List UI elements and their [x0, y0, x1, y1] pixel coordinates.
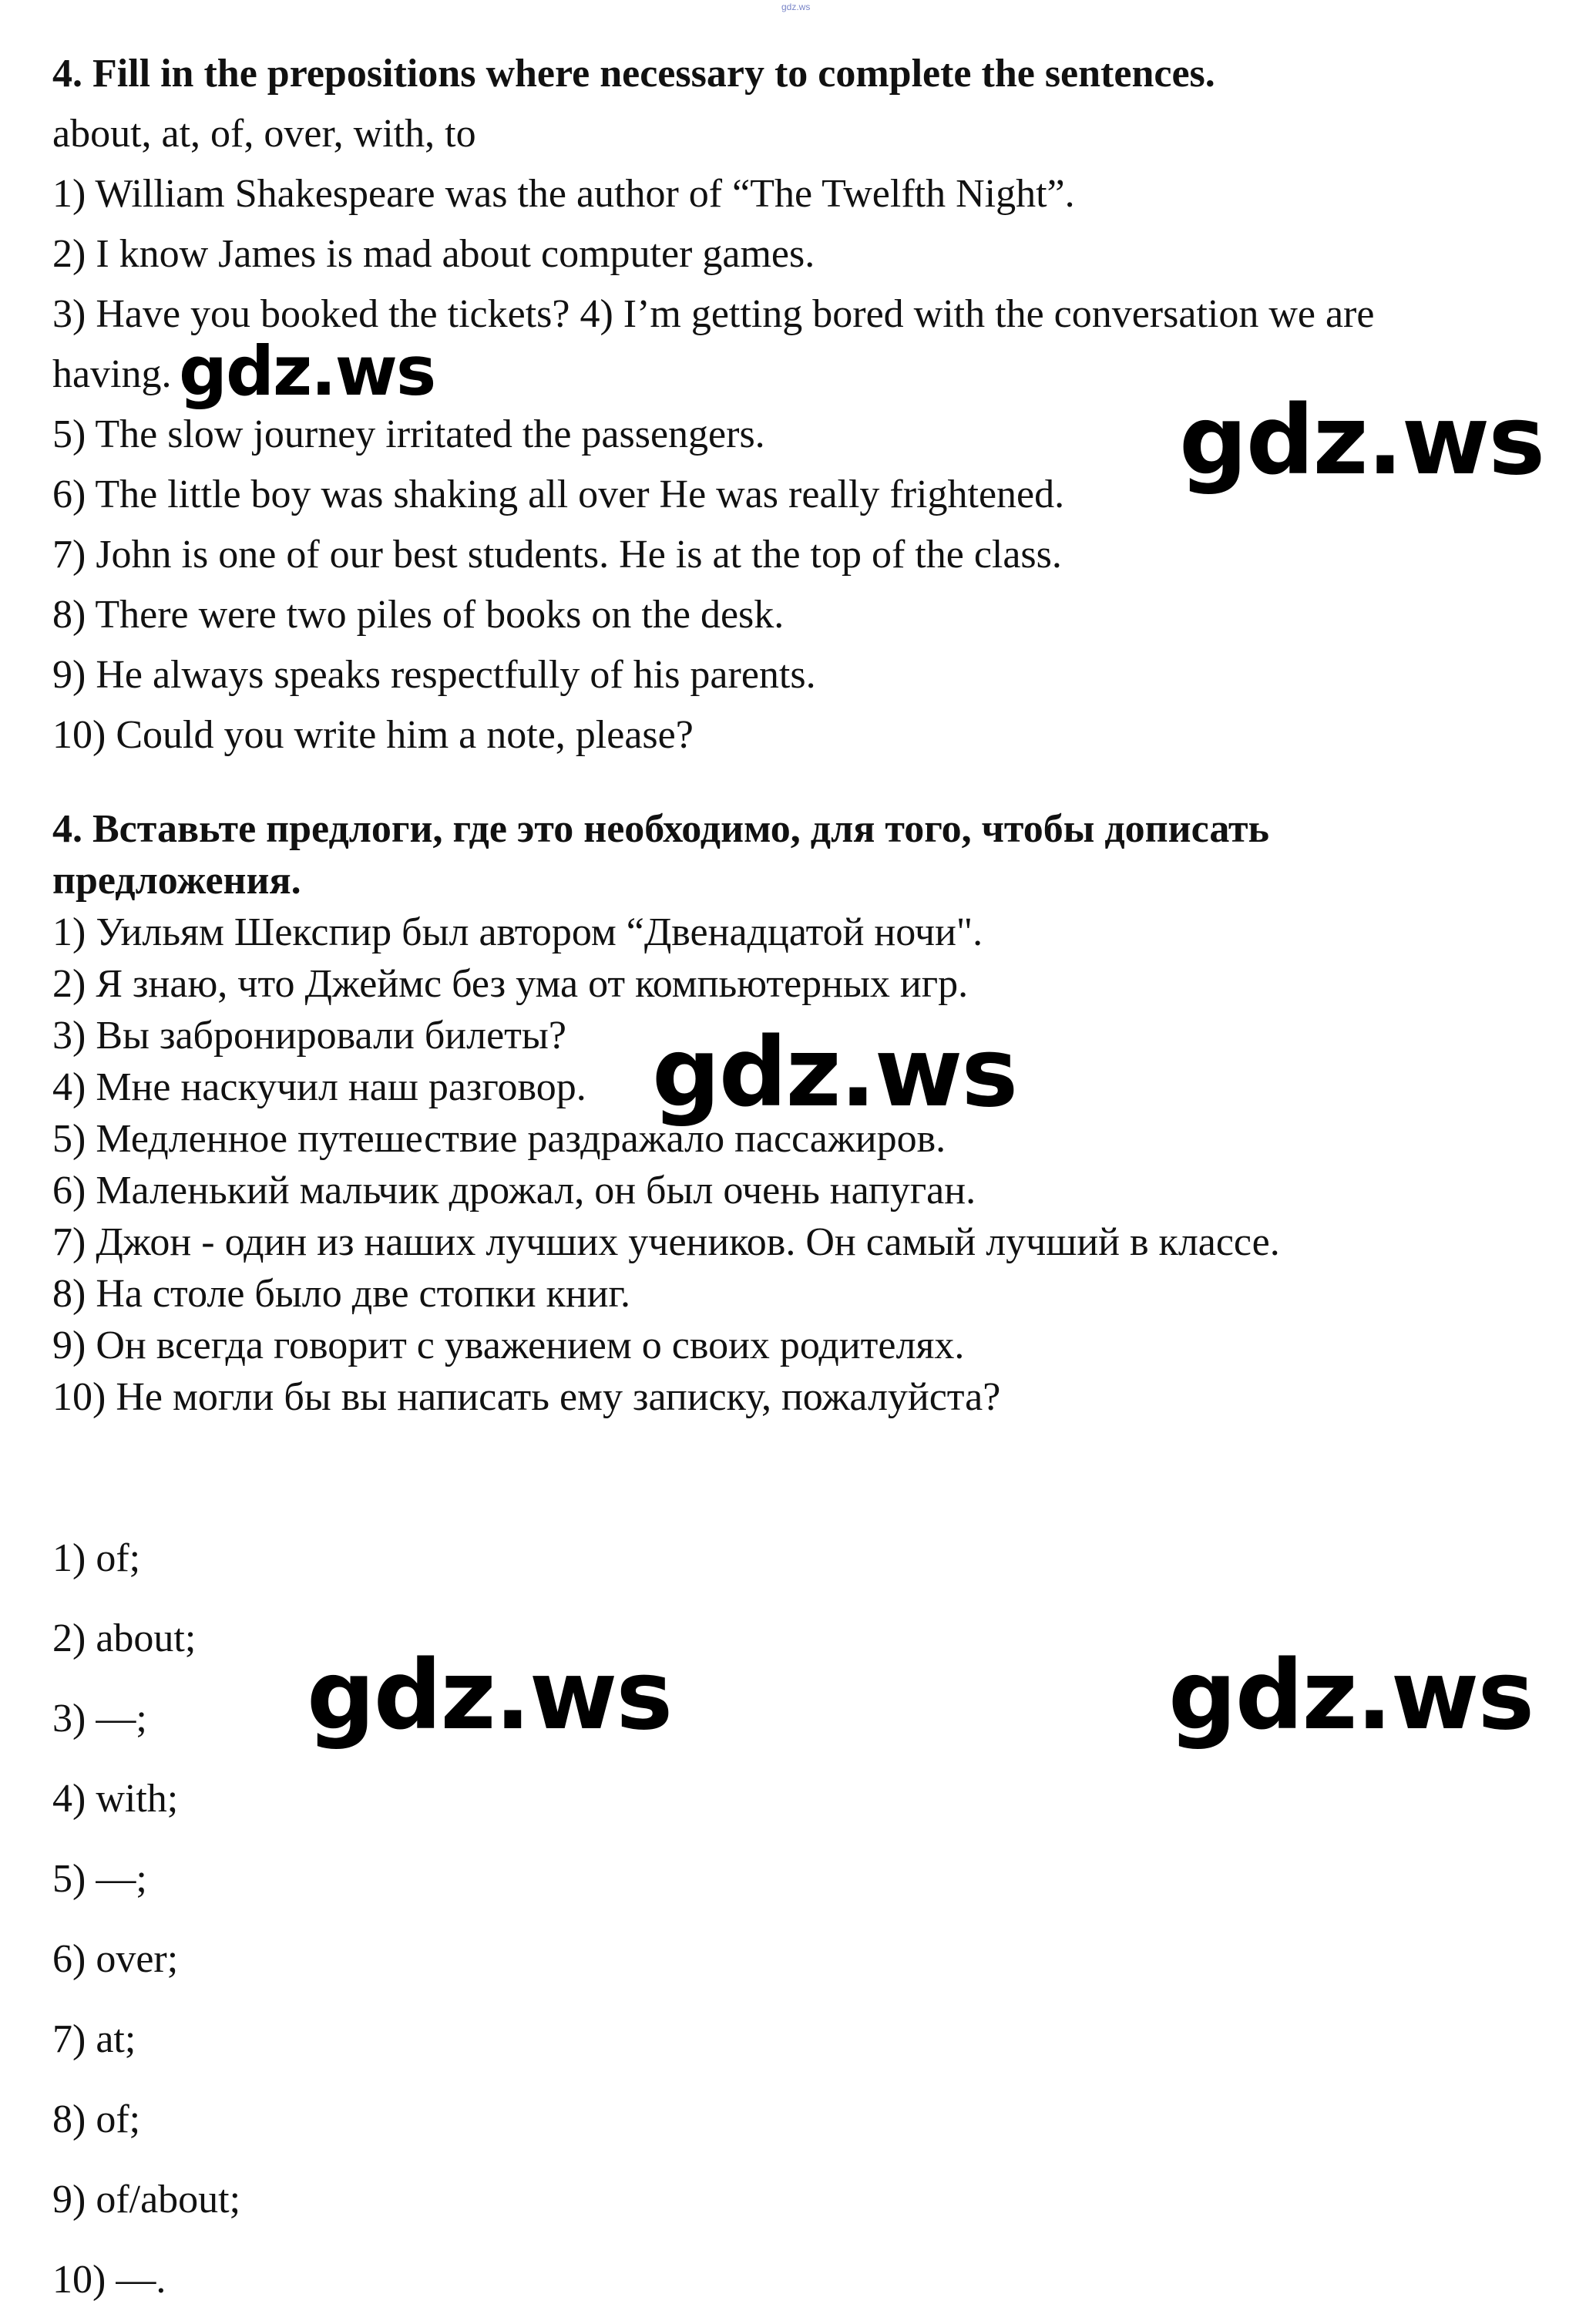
exercise-en-line: having.: [52, 352, 172, 396]
word-bank: about, at, of, over, with, to: [52, 112, 476, 156]
exercise-en-line: 9) He always speaks respectfully of his parents.: [52, 653, 816, 697]
exercise-en-heading: 4. Fill in the prepositions where necessary to complete the sentences.: [52, 52, 1215, 96]
watermark: gdz.ws: [652, 1017, 1017, 1128]
answer-item: 7) at;: [52, 2017, 136, 2061]
exercise-en-line: 10) Could you write him a note, please?: [52, 713, 694, 757]
exercise-en-line: 3) Have you booked the tickets? 4) I’m getting bored with the conversation we are: [52, 292, 1375, 336]
exercise-ru-line: 2) Я знаю, что Джеймс без ума от компьютерных игр.: [52, 962, 969, 1006]
exercise-ru-line: 5) Медленное путешествие раздражало пассажиров.: [52, 1117, 946, 1161]
answer-item: 5) —;: [52, 1857, 147, 1901]
exercise-en-line: 6) The little boy was shaking all over He was really frightened.: [52, 473, 1065, 516]
answer-item: 9) of/about;: [52, 2178, 241, 2222]
answer-item: 3) —;: [52, 1697, 147, 1741]
exercise-ru-line: 8) На столе было две стопки книг.: [52, 1272, 630, 1316]
exercise-ru-line: 7) Джон - один из наших лучших учеников. Он самый лучший в классе.: [52, 1220, 1280, 1264]
answer-item: 6) over;: [52, 1937, 179, 1981]
answer-item: 8) of;: [52, 2097, 141, 2141]
answer-item: 10) —.: [52, 2258, 166, 2302]
exercise-ru-line: 10) Не могли бы вы написать ему записку, пожалуйста?: [52, 1375, 1001, 1419]
exercise-ru-line: 3) Вы забронировали билеты?: [52, 1014, 566, 1058]
exercise-en-line: 7) John is one of our best students. He is at the top of the class.: [52, 533, 1062, 577]
exercise-en-line: 1) William Shakespeare was the author of “The Twelfth Night”.: [52, 172, 1075, 216]
exercise-ru-line: 4) Мне наскучил наш разговор.: [52, 1065, 586, 1109]
watermark: gdz.ws: [307, 1640, 672, 1751]
exercise-ru-heading: 4. Вставьте предлоги, где это необходимо, для того, чтобы дописать: [52, 807, 1270, 851]
exercise-en-line: 2) I know James is mad about computer games.: [52, 232, 815, 276]
exercise-en-line: 5) The slow journey irritated the passengers.: [52, 412, 765, 456]
exercise-ru-line: 6) Маленький мальчик дрожал, он был очень напуган.: [52, 1169, 976, 1213]
exercise-ru-line: 1) Уильям Шекспир был автором “Двенадцатой ночи".: [52, 910, 983, 954]
watermark: gdz.ws: [179, 331, 435, 411]
answer-item: 2) about;: [52, 1616, 197, 1660]
site-mark: gdz.ws: [781, 2, 811, 12]
exercise-ru-heading-cont: предложения.: [52, 859, 301, 903]
exercise-ru-line: 9) Он всегда говорит с уважением о своих родителях.: [52, 1324, 965, 1367]
watermark: gdz.ws: [1179, 385, 1544, 496]
exercise-en-line: 8) There were two piles of books on the desk.: [52, 593, 785, 637]
answer-item: 1) of;: [52, 1536, 141, 1580]
watermark: gdz.ws: [1168, 1640, 1534, 1751]
answer-item: 4) with;: [52, 1777, 179, 1821]
